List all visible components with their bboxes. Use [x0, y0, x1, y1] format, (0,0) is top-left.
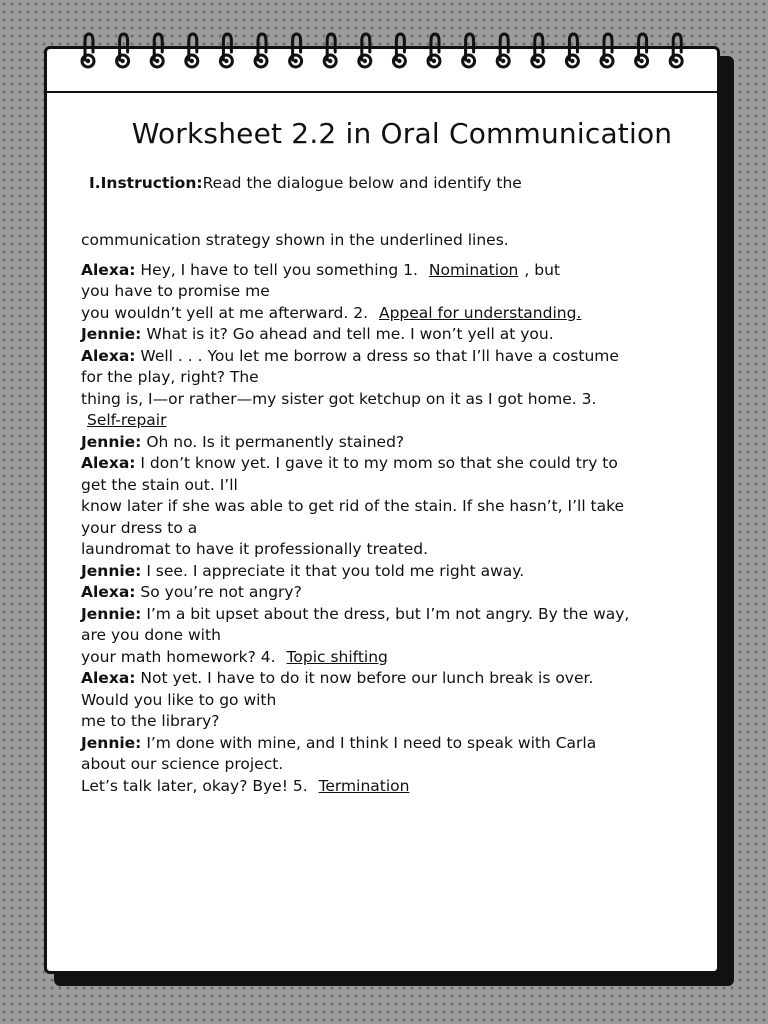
- speaker-name: Jennie:: [81, 733, 142, 752]
- spiral-binding: [0, 0, 768, 80]
- dialogue-line: [81, 776, 693, 798]
- dialogue-line: [81, 733, 693, 755]
- speaker-name: Jennie:: [81, 604, 142, 623]
- dialogue-line: are you done with: [81, 626, 221, 644]
- dialogue-text: your math homework? 4.: [81, 647, 276, 666]
- dialogue-text: Hey, I have to tell you something 1.: [140, 260, 418, 279]
- binding-ring-icon: [117, 34, 129, 67]
- dialogue-text: Let’s talk later, okay? Bye! 5.: [81, 776, 308, 795]
- dialogue-text: Well . . . You let me borrow a dress so that I’ll have a costume: [140, 346, 619, 365]
- binding-ring-icon: [636, 34, 648, 67]
- speaker-name: Jennie:: [81, 432, 142, 451]
- dialogue-line: me to the library?: [81, 712, 220, 730]
- dialogue-text: I see. I appreciate it that you told me right away.: [146, 561, 525, 580]
- speaker-name: Alexa:: [81, 346, 136, 365]
- binding-ring-icon: [463, 34, 475, 67]
- binding-ring-icon: [290, 34, 302, 67]
- binding-line: [47, 91, 717, 93]
- dialogue-line: [81, 410, 693, 432]
- dialogue-text: What is it? Go ahead and tell me. I won’t yell at you.: [146, 325, 554, 343]
- dialogue-line: get the stain out. I’ll: [81, 475, 238, 494]
- dialogue-line: about our science project.: [81, 755, 284, 773]
- dialogue-text: Not yet. I have to do it now before our lunch break is over.: [140, 669, 594, 687]
- instruction: [89, 174, 693, 230]
- answer-3: Self-repair: [87, 411, 167, 429]
- binding-ring-icon: [532, 34, 544, 67]
- binding-ring-icon: [497, 34, 509, 67]
- speaker-name: Alexa:: [81, 669, 136, 687]
- speaker-name: Jennie:: [81, 325, 142, 343]
- dialogue-text: I don’t know yet. I gave it to my mom so that she could try to: [140, 454, 618, 472]
- binding-ring-icon: [324, 34, 336, 67]
- dialogue-line: know later if she was able to get rid of the stain. If she hasn’t, I’ll take: [81, 497, 625, 515]
- dialogue-text: Oh no. Is it permanently stained?: [146, 432, 405, 451]
- binding-ring-icon: [393, 34, 405, 67]
- dialogue-text: , but: [524, 260, 560, 279]
- dialogue-text: you wouldn’t yell at me afterward. 2.: [81, 303, 369, 322]
- dialogue-text: I’m a bit upset about the dress, but I’m not angry. By the way,: [146, 604, 630, 623]
- dialogue-line: [81, 561, 693, 583]
- dialogue-line: [81, 668, 693, 690]
- dialogue-line: [81, 432, 693, 454]
- dialogue-line: you have to promise me: [81, 282, 270, 300]
- dialogue-line: [81, 324, 693, 346]
- binding-ring-icon: [82, 34, 94, 67]
- answer-5: Termination: [318, 776, 410, 795]
- binding-ring-icon: [428, 34, 440, 67]
- speaker-name: Jennie:: [81, 561, 142, 580]
- binding-ring-icon: [359, 34, 371, 67]
- dialogue-line: [81, 260, 693, 282]
- instruction-text: Read the dialogue below and identify the: [202, 174, 522, 192]
- worksheet-content: [81, 117, 693, 797]
- binding-ring-icon: [151, 34, 163, 67]
- dialogue-line: [81, 346, 693, 368]
- binding-ring-icon: [186, 34, 198, 67]
- dialogue-line: [81, 647, 693, 669]
- binding-ring-icon: [601, 34, 613, 67]
- answer-1: Nomination: [428, 260, 519, 279]
- dialogue-line: [81, 604, 693, 626]
- dialogue-line: [81, 582, 693, 604]
- notebook-page: [44, 46, 720, 974]
- dialogue-text: So you’re not angry?: [140, 583, 302, 601]
- binding-ring-icon: [670, 34, 682, 67]
- speaker-name: Alexa:: [81, 583, 136, 601]
- page-title: Worksheet 2.2 in Oral Communication: [131, 117, 673, 150]
- dialogue-line: Would you like to go with: [81, 690, 277, 709]
- dialogue-line: for the play, right? The: [81, 368, 259, 386]
- speaker-name: Alexa:: [81, 454, 136, 472]
- speaker-name: Alexa:: [81, 260, 136, 279]
- binding-ring-icon: [566, 34, 578, 67]
- dialogue-text: I’m done with mine, and I think I need to speak with Carla: [146, 733, 597, 752]
- binding-ring-icon: [220, 34, 232, 67]
- instruction-continuation: communication strategy shown in the underlined lines.: [81, 231, 509, 249]
- answer-4: Topic shifting: [286, 647, 388, 666]
- binding-ring-icon: [255, 34, 267, 67]
- dialogue-line: laundromat to have it professionally treated.: [81, 540, 429, 558]
- dialogue-line: thing is, I—or rather—my sister got ketchup on it as I got home. 3.: [81, 389, 597, 408]
- dialogue-line: [81, 453, 693, 475]
- dialogue-line: [81, 303, 693, 325]
- instruction-label: I.Instruction:: [89, 174, 203, 192]
- answer-2: Appeal for understanding.: [378, 303, 582, 322]
- dialogue-line: your dress to a: [81, 518, 198, 537]
